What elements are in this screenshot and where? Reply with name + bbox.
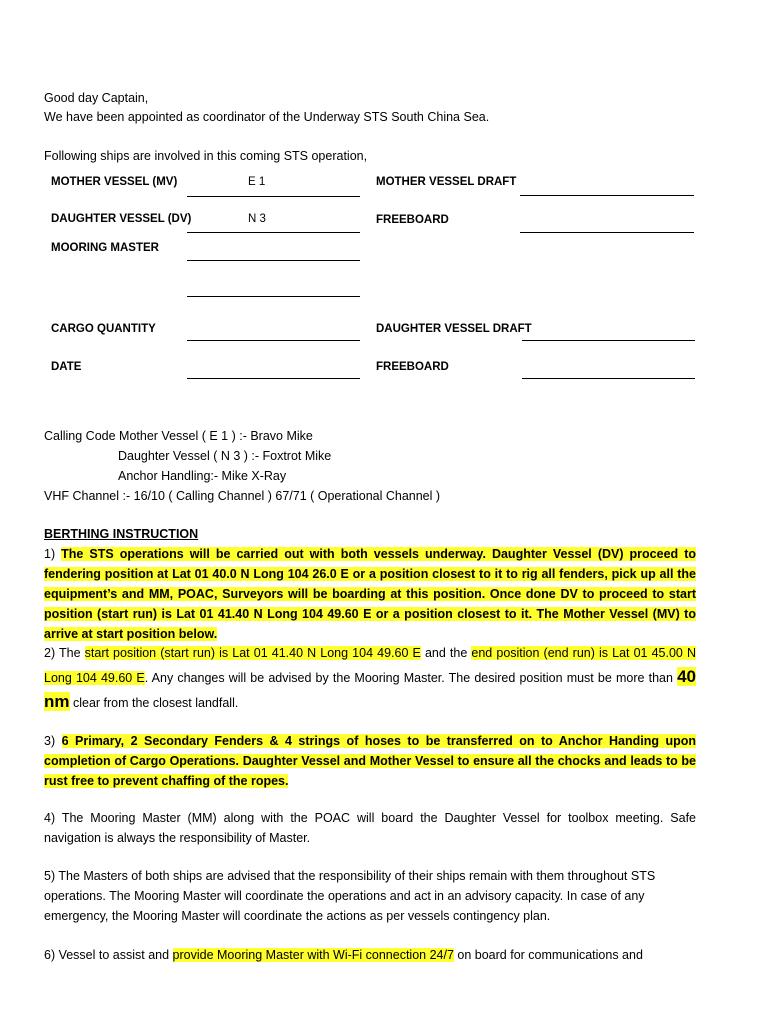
mother-vessel-label: MOTHER VESSEL (MV) xyxy=(51,176,178,188)
item-6 xyxy=(44,945,696,965)
calling-code-anchor: Anchor Handling:- Mike X-Ray xyxy=(118,469,287,483)
mother-vessel-draft-line xyxy=(520,195,694,196)
mother-vessel-value: E 1 xyxy=(248,176,266,188)
item-1 xyxy=(44,544,696,644)
item-2-end-position: end position (end run) is Lat 01 45.00 N Long 104 49.60 E xyxy=(44,646,697,685)
item-3 xyxy=(44,731,696,791)
berthing-heading-text: BERTHING INSTRUCTION xyxy=(44,527,199,541)
berthing-heading xyxy=(44,524,696,544)
vhf-channel: VHF Channel :- 16/10 ( Calling Channel ) 67/71 ( Operational Channel ) xyxy=(44,489,441,503)
freeboard-label-2: FREEBOARD xyxy=(376,361,449,373)
item-2-mid: and the xyxy=(420,646,472,660)
freeboard-line-2 xyxy=(522,378,695,379)
intro-text: We have been appointed as coordinator of the Underway STS South China Sea. xyxy=(44,110,490,124)
freeboard-line-1 xyxy=(520,232,694,233)
mother-vessel-line xyxy=(187,196,360,197)
item-2 xyxy=(44,641,696,715)
item-3-text: 6 Primary, 2 Secondary Fenders & 4 strings of hoses to be transferred on to Anchor Handing upon completion of Cargo Operations. Daughter Vessel and Mother Vessel to ensure all the chocks and leads to be rust free to prevent chaffing of the ropes. xyxy=(44,734,696,788)
item-6-prefix: 6) Vessel to assist and xyxy=(44,948,173,962)
mother-vessel-draft-label: MOTHER VESSEL DRAFT xyxy=(376,176,517,188)
daughter-vessel-draft-label: DAUGHTER VESSEL DRAFT xyxy=(376,323,532,335)
date-label: DATE xyxy=(51,361,82,373)
item-6-wifi: provide Mooring Master with Wi-Fi connection 24/7 xyxy=(172,948,454,962)
daughter-vessel-line xyxy=(187,232,360,233)
item-2-prefix: 2) The xyxy=(44,646,85,660)
cargo-quantity-line xyxy=(187,340,360,341)
calling-code-mother: Calling Code Mother Vessel ( E 1 ) :- Bravo Mike xyxy=(44,429,313,443)
item-1-text: The STS operations will be carried out with both vessels underway. Daughter Vessel (DV) proceed to fendering position at Lat 01 40.0 N Long 104 26.0 E or a position closest to it to rig all fenders, pick up all the equipment’s and MM, POAC, Surveyors will be boarding at this position. Once done DV to proceed to start position (start run) is Lat 01 41.40 N Long 104 49.60 E or a position closest to it. The Mother Vessel (MV) to arrive at start position below. xyxy=(44,547,696,641)
daughter-vessel-label: DAUGHTER VESSEL (DV) xyxy=(51,213,192,225)
item-2-end: clear from the closest landfall. xyxy=(69,696,239,710)
freeboard-label-1: FREEBOARD xyxy=(376,214,449,226)
item-4: 4) The Mooring Master (MM) along with the POAC will board the Daughter Vessel for toolbox meeting. Safe navigation is always the responsibility of Master. xyxy=(44,811,696,845)
item-5: 5) The Masters of both ships are advised that the responsibility of their ships remain with them throughout STS operations. The Mooring Master will coordinate the operations and act in an advisory capacity. In case of any emergency, the Mooring Master will coordinate the actions as per vessels contingency plan. xyxy=(44,869,656,923)
greeting: Good day Captain, xyxy=(44,91,149,105)
ships-involved-text: Following ships are involved in this coming STS operation, xyxy=(44,149,368,163)
daughter-vessel-value: N 3 xyxy=(248,213,266,225)
mooring-master-line-1 xyxy=(187,260,360,261)
mooring-master-line-2 xyxy=(187,296,360,297)
item-1-number: 1) xyxy=(44,547,62,561)
calling-code-daughter: Daughter Vessel ( N 3 ) :- Foxtrot Mike xyxy=(118,449,332,463)
item-2-distance: 40 nm xyxy=(44,667,697,711)
item-2-start-position: start position (start run) is Lat 01 41.40 N Long 104 49.60 E xyxy=(84,646,421,660)
mooring-master-label: MOORING MASTER xyxy=(51,242,159,254)
cargo-quantity-label: CARGO QUANTITY xyxy=(51,323,156,335)
date-line xyxy=(187,378,360,379)
item-6-rest: on board for communications and xyxy=(453,948,643,962)
item-2-rest: . Any changes will be advised by the Mooring Master. The desired position must be more than xyxy=(144,671,678,685)
item-3-number: 3) xyxy=(44,734,62,748)
daughter-vessel-draft-line xyxy=(522,340,695,341)
